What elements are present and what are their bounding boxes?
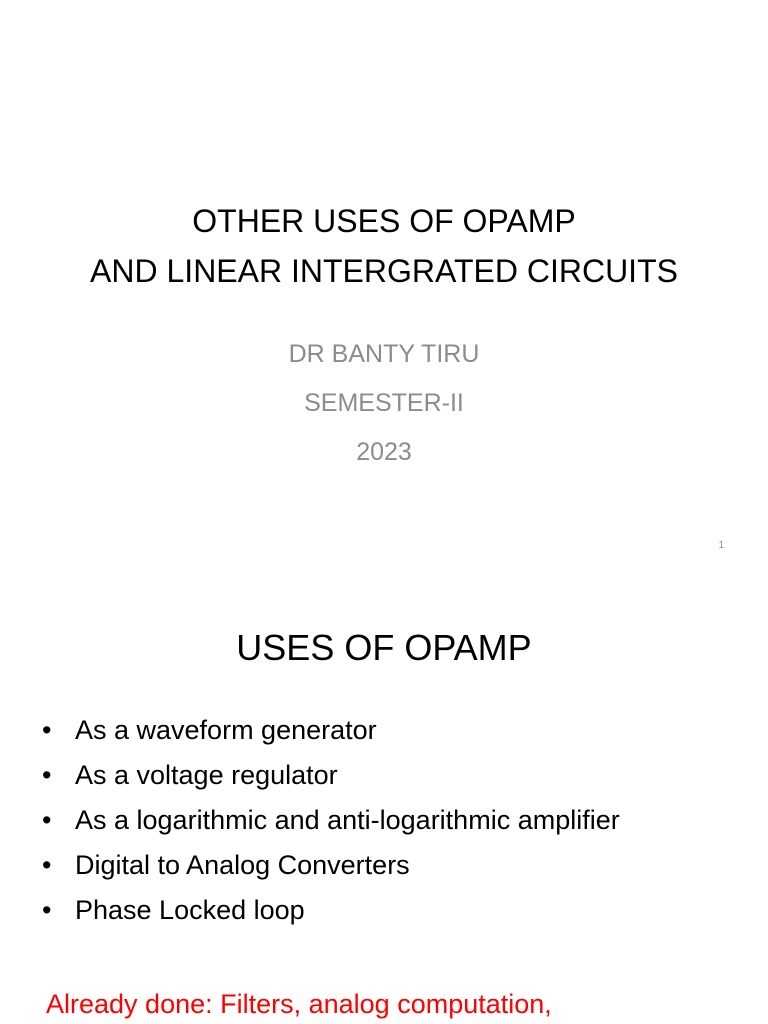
- bullet-icon: •: [42, 760, 52, 790]
- bullet-icon: •: [42, 850, 52, 880]
- uses-bullet-list: [42, 708, 620, 933]
- list-item-text: Phase Locked loop: [75, 895, 305, 925]
- slide-title: [0, 196, 768, 296]
- semester-label: SEMESTER-II: [304, 389, 464, 417]
- slide-number: 1: [718, 540, 724, 551]
- slide-subtitle: [0, 330, 768, 477]
- bullet-icon: •: [42, 715, 52, 745]
- year-label: 2023: [356, 438, 412, 466]
- list-item: [42, 753, 620, 798]
- list-item-text: Digital to Analog Converters: [75, 850, 410, 880]
- list-item-text: As a voltage regulator: [75, 760, 338, 790]
- bullet-icon: •: [42, 805, 52, 835]
- title-line-2: AND LINEAR INTERGRATED CIRCUITS: [90, 253, 678, 289]
- already-done-note: Already done: Filters, analog computation,: [46, 989, 552, 1019]
- slide-2: [0, 576, 768, 1024]
- list-item: [42, 708, 620, 753]
- author-name: DR BANTY TIRU: [288, 340, 480, 368]
- bullet-icon: •: [42, 895, 52, 925]
- title-line-1: OTHER USES OF OPAMP: [192, 203, 576, 239]
- list-item: [42, 843, 620, 888]
- list-item-text: As a logarithmic and anti-logarithmic amplifier: [75, 805, 620, 835]
- list-item-text: As a waveform generator: [75, 715, 377, 745]
- list-item: [42, 798, 620, 843]
- slide-2-title: USES OF OPAMP: [236, 627, 532, 668]
- list-item: [42, 888, 620, 933]
